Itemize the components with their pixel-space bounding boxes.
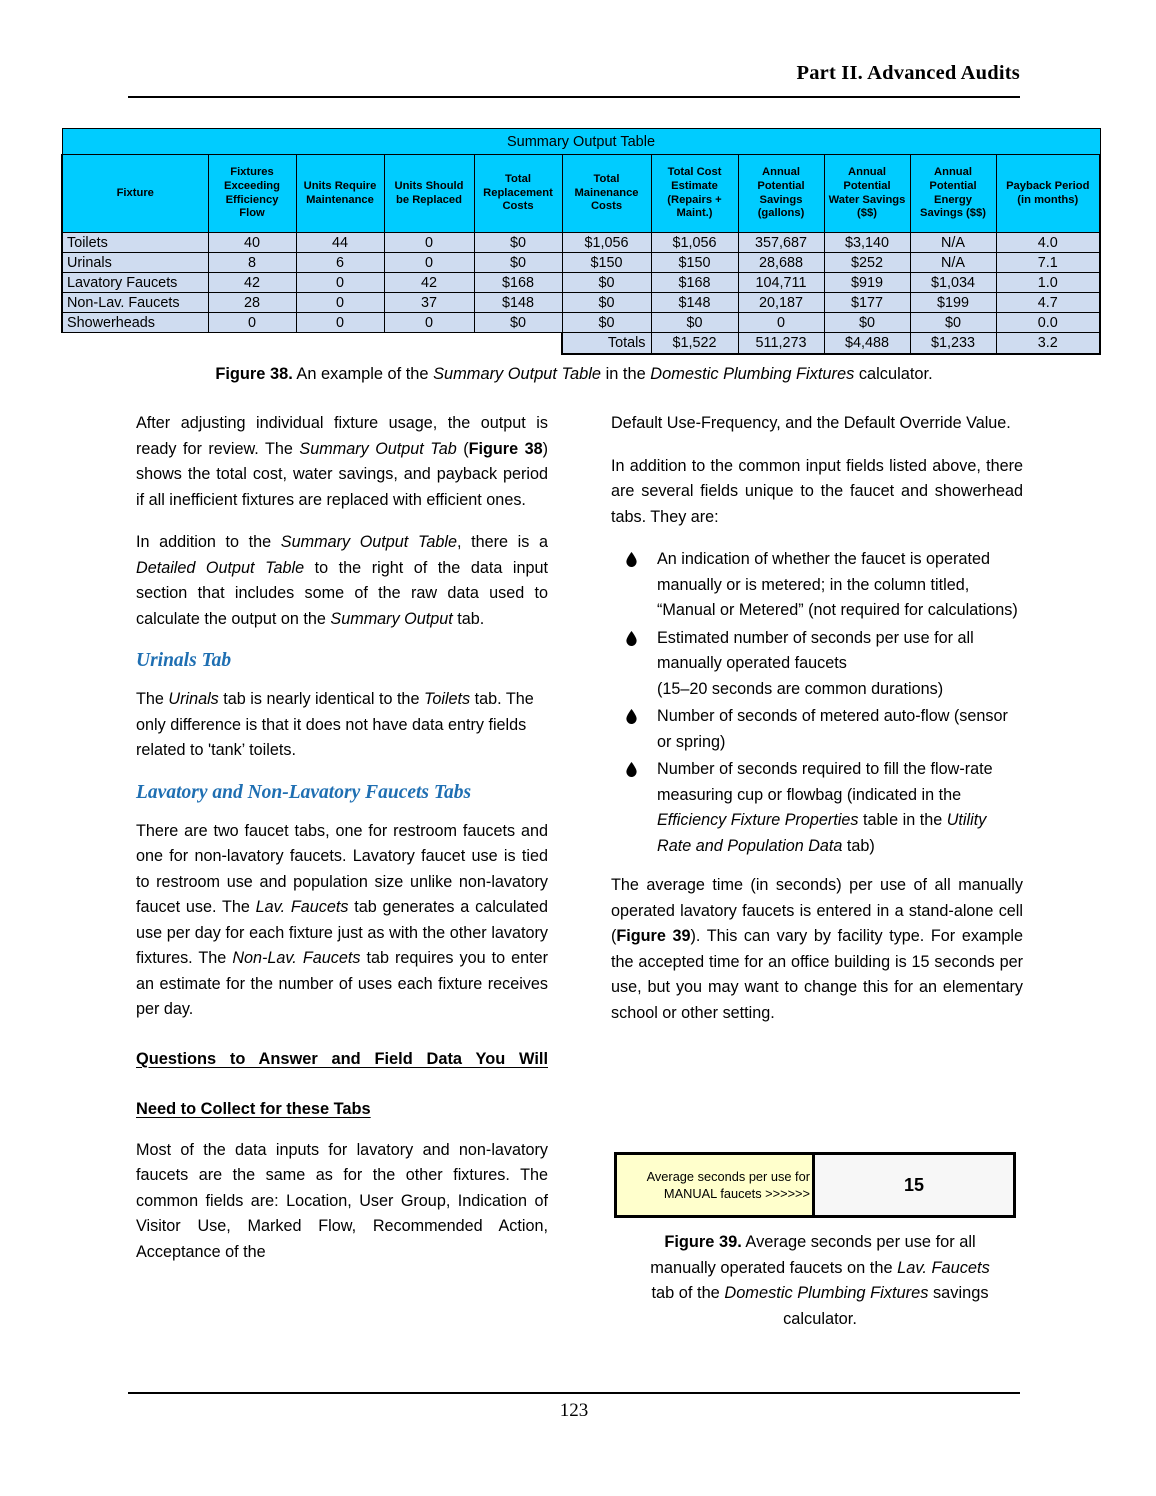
header-line: (Repairs + [667,193,722,206]
cell-value: $0 [474,313,562,333]
table-header-row [62,155,1100,233]
header-line: Potential [843,179,891,192]
caption-text: Average seconds per use for all manually operated faucets on the [650,1233,976,1277]
header-line: Costs [502,200,534,213]
cell-value: 1.0 [996,273,1100,293]
cell-value: 0 [296,273,384,293]
cell-fixture: Non-Lav. Faucets [62,293,208,313]
caption-text: in the [601,365,651,383]
figure-38-caption [128,363,1020,385]
cell-value: $177 [824,293,910,313]
emphasis: Lav. Faucets [255,898,349,916]
cell-value: 28,688 [738,253,824,273]
header-line: (in months) [1017,193,1079,206]
cell-value: $0 [910,313,996,333]
spacer-cell [62,333,208,354]
cell-value: $0 [562,293,651,313]
col-header-annual-potential-water-savings [824,155,910,233]
spacer-cell [208,333,296,354]
table-row [62,293,1100,313]
cell-value: $148 [651,293,738,313]
cell-value: $168 [474,273,562,293]
cell-value: 44 [296,233,384,253]
label-text [647,1168,810,1202]
cell-value: $148 [474,293,562,313]
cell-value: $1,056 [562,233,651,253]
cell-fixture: Urinals [62,253,208,273]
section-heading-urinals-tab: Urinals Tab [136,650,232,671]
header-line: Costs [590,200,623,213]
totals-value: $4,488 [824,333,910,354]
paragraph-faucets-tabs: There are two faucet tabs, one for restroom faucets and one for non-lavatory faucets. Lavatory faucet use is tied to restroom use and population size unlike non-lavatory faucet use. The Lav. Faucets tab generates a calculated use per day for each fixture just as with the other lavatory fixtures. The Non-Lav. Faucets tab requires you to enter an estimate for the number of uses each fixture receives per day. [136,821,549,1018]
subheading-line-1: Questions to Answer and Field Data You Will [136,1049,548,1068]
cell-value: 37 [384,293,474,313]
cell-value: 0 [384,253,474,273]
water-drop-bullet-icon [626,552,637,567]
totals-value: 511,273 [738,333,824,354]
cell-value: N/A [910,233,996,253]
header-line: Maint.) [676,207,713,220]
cell-value: 0 [738,313,824,333]
header-line: Total [593,173,620,186]
paragraph-default-use-frequency: Default Use-Frequency, and the Default Override Value. [611,414,1011,432]
cell-value: N/A [910,253,996,273]
emphasis: Utility Rate and Population Data [657,811,987,855]
header-line: Exceeding [224,179,280,192]
spacer-cell [474,333,562,354]
average-seconds-value-cell[interactable]: 15 [815,1155,1013,1215]
header-line: Replacement [483,186,553,199]
spacer-cell [296,333,384,354]
totals-value: $1,233 [910,333,996,354]
header-line: Maintenance [306,193,374,206]
paragraph-unique-fields-intro: In addition to the common input fields listed above, there are several fields unique to the faucet and showerhead tabs. They are: [611,456,1023,526]
emphasis: Efficiency Fixture Properties [657,811,859,829]
caption-italic: Summary Output Table [433,365,602,383]
cell-value: 357,687 [738,233,824,253]
table-row [62,233,1100,253]
header-line: Total Cost [667,166,722,179]
unique-fields-bullet-list [611,547,1023,859]
cell-value: $0 [562,273,651,293]
subheading-line-2: Need to Collect for these Tabs [136,1099,371,1118]
totals-value: $1,522 [651,333,738,354]
cell-value: $150 [651,253,738,273]
col-header-total-replacement-costs [474,155,562,233]
paragraph-detailed-output-table: In addition to the Summary Output Table, there is a Detailed Output Table to the right of the data input section that includes some of the raw data used to calculate the output on the Summary Output tab. [136,533,548,628]
caption-text: calculator. [854,365,933,383]
header-line: Units Should [394,179,464,192]
cell-value: $0 [824,313,910,333]
col-header-fixture [62,155,208,233]
paragraph-average-time: The average time (in seconds) per use of all manually operated lavatory faucets is entered in a stand-alone cell (Figure 39). This can vary by facility type. For example the accepted time for an office building is 15 seconds per use, but you may want to change this for an elementary school or other setting. [611,876,1024,1022]
col-header-units-require-maintenance [296,155,384,233]
cell-value: $0 [562,313,651,333]
header-rule [128,96,1020,98]
table-row [62,253,1100,273]
col-header-fixtures-exceeding-efficiency-flow [208,155,296,233]
cell-value: $150 [562,253,651,273]
list-item-text: Estimated number of seconds per use for all manually operated faucets (15–20 seconds are common durations) [657,628,974,698]
header-line: Annual [848,166,886,179]
cell-value: $1,056 [651,233,738,253]
figure-39-label: Figure 39. [664,1233,742,1251]
header-line: Mainenance [574,186,639,199]
table-title-row [62,129,1100,155]
figure-reference: Figure 39 [616,927,691,945]
cell-value: 40 [208,233,296,253]
emphasis: Detailed Output Table [136,558,305,577]
col-header-payback-period [996,155,1100,233]
cell-fixture: Showerheads [62,313,208,333]
table-row [62,273,1100,293]
cell-value: $168 [651,273,738,293]
water-drop-bullet-icon [626,762,637,777]
header-line: (gallons) [757,207,805,220]
summary-output-table [61,128,1101,355]
col-header-annual-potential-savings-gallons [738,155,824,233]
col-header-total-mainenance-costs [562,155,651,233]
emphasis: Toilets [423,690,471,708]
spacer-cell [384,333,474,354]
cell-value: 0 [208,313,296,333]
emphasis: Urinals [168,690,219,708]
cell-fixture: Lavatory Faucets [62,273,208,293]
summary-output-table-figure [61,128,1099,355]
header-line: Savings ($$) [920,207,986,220]
footer-rule [128,1392,1020,1394]
col-header-annual-potential-energy-savings [910,155,996,233]
cell-value: 8 [208,253,296,273]
header-line: Payback Period [1006,179,1090,192]
header-line: ($$) [857,207,877,220]
header-line: Savings [759,193,803,206]
label-line-2: MANUAL faucets >>>>>> [663,1186,810,1201]
table-totals-row [62,333,1100,354]
cell-value: $0 [474,253,562,273]
running-header: Part II. Advanced Audits [796,62,1020,84]
caption-text: tab of the [651,1284,725,1302]
subheading-questions-to-answer [136,1047,548,1122]
header-line: Water Savings [828,193,906,206]
col-header-units-should-be-replaced [384,155,474,233]
list-item [611,757,1023,859]
emphasis: Summary Output Tab [299,439,457,458]
col-header-total-cost-estimate [651,155,738,233]
paragraph-urinals-tab: The Urinals tab is nearly identical to the Toilets tab. The only difference is that it does not have data entry fields related to 'tank’ toilets. [136,690,534,759]
figure-39-caption [645,1230,995,1332]
cell-value: 0 [384,313,474,333]
cell-value: 4.7 [996,293,1100,313]
cell-value: 42 [384,273,474,293]
cell-value: 104,711 [738,273,824,293]
cell-value: 6 [296,253,384,273]
cell-value: $3,140 [824,233,910,253]
cell-value: 28 [208,293,296,313]
cell-value: 42 [208,273,296,293]
header-line: Flow [239,207,265,220]
header-line: Estimate [671,179,718,192]
average-seconds-label-cell [617,1155,815,1215]
cell-value: 0.0 [996,313,1100,333]
list-item-text: An indication of whether the faucet is operated manually or is metered; in the column titled, “Manual or Metered” (not required for calculations) [657,550,1018,619]
cell-value: $252 [824,253,910,273]
figure-39-spreadsheet-cell-pair [614,1152,1016,1218]
cell-value: $0 [474,233,562,253]
cell-value: 0 [296,293,384,313]
caption-italic: Domestic Plumbing Fixtures [650,365,855,383]
body-column-right [611,411,1023,1043]
header-line: Potential [757,179,805,192]
water-drop-bullet-icon [626,631,637,646]
cell-value: $1,034 [910,273,996,293]
header-line: Energy [934,193,972,206]
list-item-text: Number of seconds of metered auto-flow (sensor or spring) [657,707,1008,751]
section-heading-faucets-tabs: Lavatory and Non-Lavatory Faucets Tabs [136,781,472,803]
header-line: Fixtures [230,166,274,179]
cell-value: 20,187 [738,293,824,313]
header-line: Fixture [116,186,154,199]
label-line-1: Average seconds per use for [646,1169,810,1184]
cell-fixture: Toilets [62,233,208,253]
emphasis: Summary Output [330,609,453,628]
caption-italic: Lav. Faucets [897,1258,990,1277]
list-item [611,626,1023,703]
emphasis: Summary Output Table [280,533,457,551]
totals-value: 3.2 [996,333,1100,354]
body-column-left [136,411,548,1282]
cell-value: $199 [910,293,996,313]
table-row [62,313,1100,333]
figure-reference: Figure 38 [468,439,543,458]
header-line: be Replaced [396,193,462,206]
header-line: Total [505,173,531,186]
cell-value: $919 [824,273,910,293]
water-drop-bullet-icon [626,709,637,724]
list-item [611,704,1023,755]
header-line: Annual [934,166,972,179]
cell-value: 4.0 [996,233,1100,253]
cell-value: $0 [651,313,738,333]
cell-value: 0 [296,313,384,333]
caption-text: An example of the [292,365,434,383]
emphasis: Non-Lav. Faucets [232,949,361,967]
list-item-text: Number of seconds required to fill the flow-rate measuring cup or flowbag (indicated in the Efficiency Fixture Properties table in the Utility Rate and Population Data tab) [657,760,993,855]
list-item [611,547,1023,624]
header-line: Annual [762,166,800,179]
caption-text: savings calculator. [783,1284,989,1328]
caption-italic: Domestic Plumbing Fixtures [724,1284,929,1302]
totals-label: Totals [562,333,651,354]
header-line: Potential [929,179,977,192]
header-line: Efficiency [225,193,279,206]
paragraph-common-fields: Most of the data inputs for lavatory and non-lavatory faucets are the same as for the other fixtures. The common fields are: Location, User Group, Indication of Visitor Use, Marked Flow, Recommended Action, Acceptance of the [136,1140,548,1261]
table-title-cell: Summary Output Table [62,129,1100,155]
cell-value: 7.1 [996,253,1100,273]
header-line: Units Require [303,179,377,192]
cell-value: 0 [384,233,474,253]
page-number: 123 [559,1400,589,1421]
paragraph-summary-output-tab: After adjusting individual fixture usage, the output is ready for review. The Summary Output Tab (Figure 38) shows the total cost, water savings, and payback period if all inefficient fixtures are replaced with efficient ones. [136,414,548,509]
figure-38-label: Figure 38. [215,365,293,383]
